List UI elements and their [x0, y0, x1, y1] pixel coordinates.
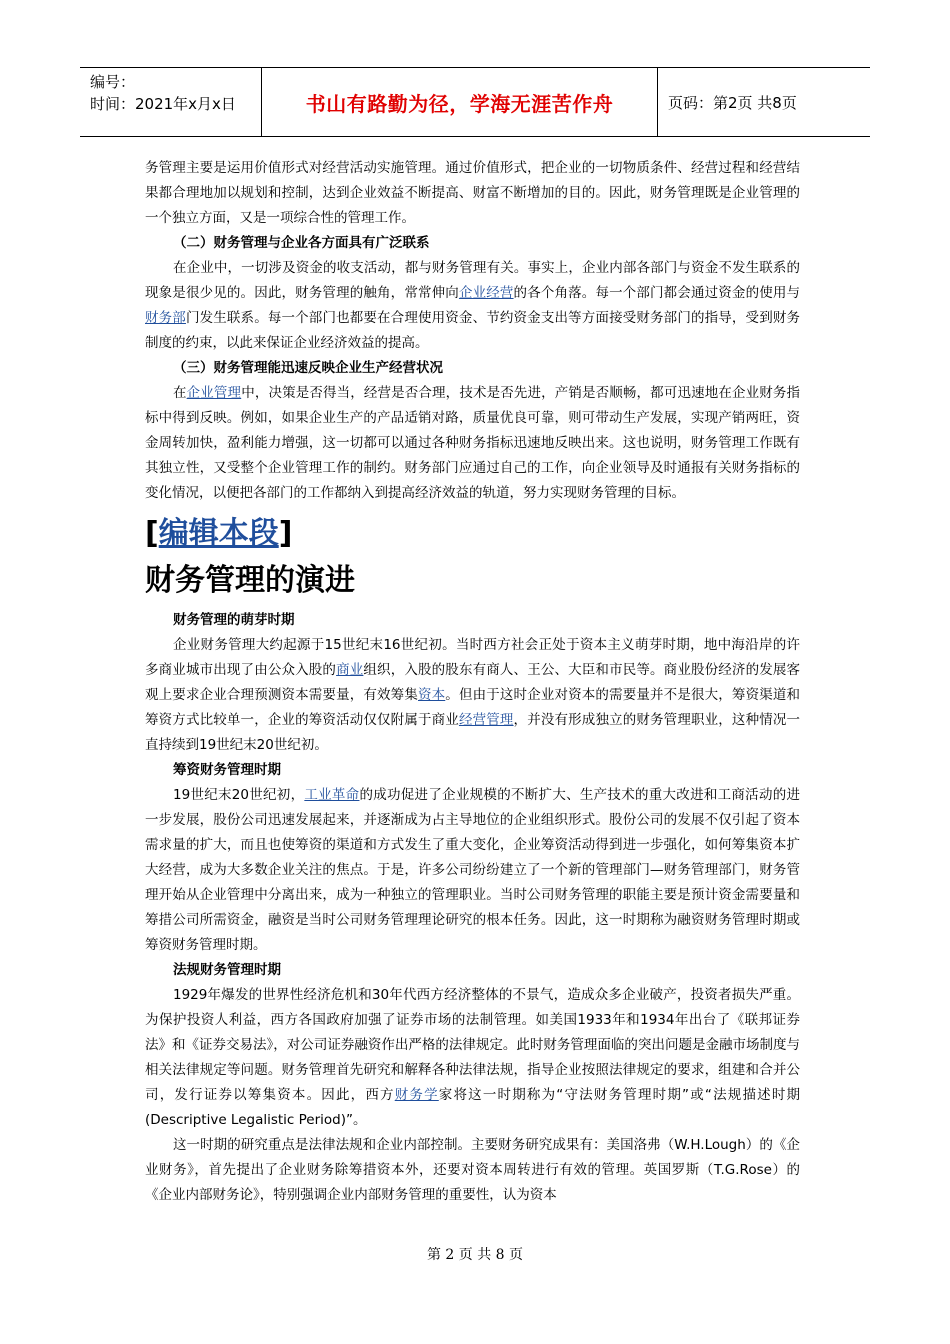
link-business-management[interactable]: 经营管理 [458, 712, 514, 728]
text: 19世纪末20世纪初， [173, 787, 305, 803]
link-finance-department[interactable]: 财务部 [145, 310, 186, 326]
header-page-info: 页码：第2页 共8页 [668, 93, 797, 112]
subheading: 法规财务管理时期 [173, 962, 281, 978]
subheading: 财务管理的萌芽时期 [173, 612, 295, 628]
paragraph [145, 256, 800, 356]
link-industrial-revolution[interactable]: 工业革命 [304, 787, 360, 803]
text: 。但由于这时企业对资本的需要量并不是很大，筹资渠道和筹资方式比较单一，企业的筹资活动仅仅附属于商业 [145, 687, 801, 728]
doc-number-label: 编号： [90, 73, 136, 91]
header-meta [80, 68, 262, 136]
page-header [80, 67, 870, 137]
link-enterprise-operation[interactable]: 企业经营 [458, 285, 514, 301]
link-capital[interactable]: 资本 [417, 687, 446, 703]
doc-date-label: 时间：2021年x月x日 [90, 95, 236, 113]
text: ，并没有形成独立的财务管理职业，这种情况一直持续到19世纪末20世纪初。 [145, 712, 801, 753]
bracket: [ [145, 516, 159, 551]
text: 企业财务管理大约起源于15世纪末16世纪初。当时西方社会正处于资本主义萌芽时期，地中海沿岸的许多商业城市出现了由公众入股的 [145, 637, 800, 678]
bracket: ] [278, 516, 293, 551]
paragraph [145, 633, 800, 758]
edit-section-link[interactable]: 编辑本段 [158, 516, 279, 551]
document-body [145, 156, 800, 1208]
link-commerce[interactable]: 商业 [336, 662, 364, 678]
text: 组织，入股的股东有商人、王公、大臣和市民等。商业股份经济的发展客观上要求企业合理预测资本需要量，有效筹集 [145, 662, 801, 703]
text: 的各个角落。每一个部门都会通过资金的使用与 [513, 285, 801, 301]
subheading: （三）财务管理能迅速反映企业生产经营状况 [173, 360, 443, 376]
subheading: （二）财务管理与企业各方面具有广泛联系 [173, 235, 430, 251]
text: 门发生联系。每一个部门也都要在合理使用资金、节约资金支出等方面接受财务部门的指导，受到财务制度的约束，以此来保证企业经济效益的提高。 [145, 310, 801, 351]
link-finance-studies[interactable]: 财务学 [394, 1087, 439, 1103]
text: 在 [173, 385, 187, 401]
header-motto: 书山有路勤为径，学海无涯苦作舟 [262, 68, 658, 136]
text: 1929年爆发的世界性经济危机和30年代西方经济整体的不景气，造成众多企业破产，投资者损失严重。为保护投资人利益，西方各国政府加强了证券市场的法制管理。如美国1933年和1934年出台了《联邦证券法》和《证券交易法》，对公司证券融资作出严格的法律规定。此时财务管理面临的突出问题是金融市场制度与相关法律规定等问题。财务管理首先研究和解释各种法律法规，指导企业按照法律规定的要求，组建和合并公司，发行证券以筹集资本。因此，西方 [145, 987, 800, 1103]
paragraph [145, 381, 800, 506]
text: 在企业中，一切涉及资金的收支活动，都与财务管理有关。事实上，企业内部各部门与资金不发生联系的现象是很少见的。因此，财务管理的触角，常常伸向 [145, 260, 800, 301]
paragraph: 务管理主要是运用价值形式对经营活动实施管理。通过价值形式，把企业的一切物质条件、经营过程和经营结果都合理地加以规划和控制，达到企业效益不断提高、财富不断增加的目的。因此，财务管理既是企业管理的一个独立方面，又是一项综合性的管理工作。 [145, 160, 800, 226]
edit-section-heading [145, 512, 800, 556]
text: 家将这一时期称为“守法财务管理时期”或“法规描述时期(Descriptive Legalistic Period)”。 [145, 1087, 801, 1128]
paragraph [145, 783, 800, 958]
text: 中，决策是否得当，经营是否合理，技术是否先进，产销是否顺畅，都可迅速地在企业财务指标中得到反映。例如，如果企业生产的产品适销对路，质量优良可靠，则可带动生产发展，实现产销两旺，资金周转加快，盈利能力增强，这一切都可以通过各种财务指标迅速地反映出来。这也说明，财务管理工作既有其独立性，又受整个企业管理工作的制约。财务部门应通过自己的工作，向企业领导及时通报有关财务指标的变化情况，以便把各部门的工作都纳入到提高经济效益的轨道，努力实现财务管理的目标。 [145, 385, 801, 501]
paragraph: 这一时期的研究重点是法律法规和企业内部控制。主要财务研究成果有：美国洛弗（W.H.Lough）的《企业财务》，首先提出了企业财务除筹措资本外，还要对资本周转进行有效的管理。英国罗斯（T.G.Rose）的《企业内部财务论》，特别强调企业内部财务管理的重要性，认为资本 [145, 1137, 800, 1203]
link-enterprise-management[interactable]: 企业管理 [186, 385, 242, 401]
section-title: 财务管理的演进 [145, 563, 355, 598]
subheading: 筹资财务管理时期 [173, 762, 281, 778]
paragraph [145, 983, 800, 1133]
text: 的成功促进了企业规模的不断扩大、生产技术的重大改进和工商活动的进一步发展，股份公司迅速发展起来，并逐渐成为占主导地位的企业组织形式。股份公司的发展不仅引起了资本需求量的扩大，而且也使筹资的渠道和方式发生了重大变化，企业筹资活动得到进一步强化，如何筹集资本扩大经营，成为大多数企业关注的焦点。于是，许多公司纷纷建立了一个新的管理部门—财务管理部门，财务管理开始从企业管理中分离出来，成为一种独立的管理职业。当时公司财务管理的职能主要是预计资金需要量和筹措公司所需资金，融资是当时公司财务管理理论研究的根本任务。因此，这一时期称为融资财务管理时期或筹资财务管理时期。 [145, 787, 801, 953]
page-footer: 第 2 页 共 8 页 [426, 1247, 524, 1263]
